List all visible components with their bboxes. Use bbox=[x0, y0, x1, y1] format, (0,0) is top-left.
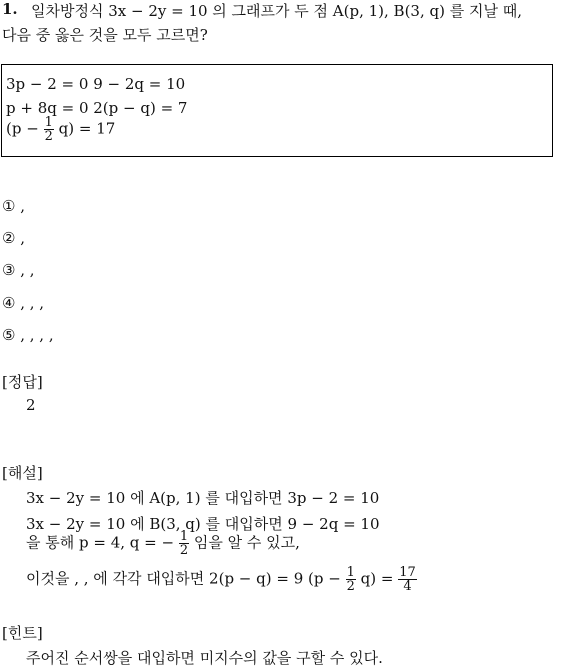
box-row-3-suffix: q) = 17 bbox=[58, 119, 116, 138]
choice-3[interactable]: ③ , , bbox=[2, 261, 35, 279]
fraction-half: $\frac{1}{2}$ bbox=[179, 529, 189, 558]
choice-1[interactable]: ① , bbox=[2, 197, 25, 215]
answer-label: [정답] bbox=[2, 373, 43, 391]
problem-number: 1. bbox=[2, 0, 18, 18]
box-row-1: 3p − 2 = 0 9 − 2q = 10 bbox=[6, 75, 186, 93]
explanation-line-3: 을 통해 p = 4, q = − $\frac{1}{2}$ 임을 알 수 있고, bbox=[26, 529, 300, 558]
explanation-line-2: 3x − 2y = 10 에 B(3, q) 를 대입하면 9 − 2q = 10 bbox=[26, 515, 380, 533]
fraction-half: $\frac{1}{2}$ bbox=[44, 115, 53, 144]
fraction-half: $\frac{1}{2}$ bbox=[346, 565, 355, 594]
hint-label: [힌트] bbox=[2, 624, 43, 642]
fraction-seventeen-fourths: $\frac{17}{4}$ bbox=[399, 565, 416, 594]
box-row-2: p + 8q = 0 2(p − q) = 7 bbox=[6, 99, 188, 117]
box-row-3 bbox=[6, 116, 115, 143]
choice-2[interactable]: ② , bbox=[2, 229, 25, 247]
hint-text: 주어진 순서쌍을 대입하면 미지수의 값을 구할 수 있다. bbox=[26, 649, 383, 667]
problem-line-1: 일차방정식 3x − 2y = 10 의 그래프가 두 점 A(p, 1), B(3, q) 를 지날 때, bbox=[31, 2, 523, 20]
choice-5[interactable]: ⑤ , , , , bbox=[2, 326, 54, 344]
explanation-line-1: 3x − 2y = 10 에 A(p, 1) 를 대입하면 3p − 2 = 10 bbox=[26, 489, 380, 507]
explanation-label: [해설] bbox=[2, 464, 43, 482]
box-row-3-prefix: (p − bbox=[6, 119, 39, 138]
explanation-line-4: 이것을 , , 에 각각 대입하면 2(p − q) = 9 (p − $\frac{1}{2}$ q) = $\frac{17}{4}$ bbox=[26, 565, 416, 594]
choice-4[interactable]: ④ , , , bbox=[2, 294, 45, 312]
problem-line-2: 다음 중 옳은 것을 모두 고르면? bbox=[2, 26, 208, 44]
answer-value: 2 bbox=[26, 396, 36, 414]
